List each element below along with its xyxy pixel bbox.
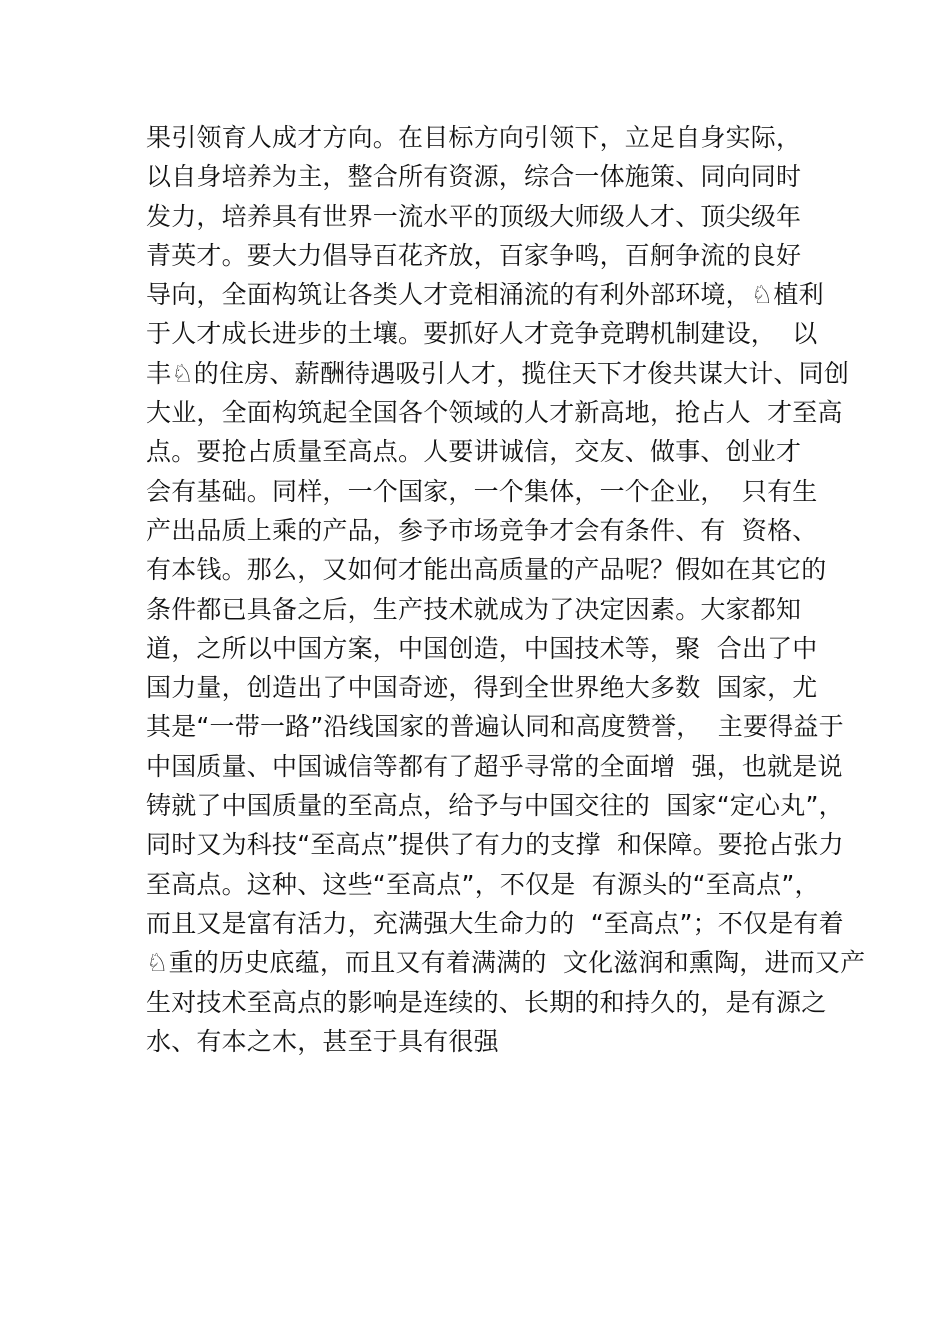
text-line: ♘重的历史底蕴，而且又有着满满的 文化滋润和熏陶，进而又产 [146, 948, 866, 978]
text-line: 丰♘的住房、薪酬待遇吸引人才，揽住天下才俊共谋大计、同创 [146, 358, 850, 388]
text-line: 导向，全面构筑让各类人才竞相涌流的有利外部环境，♘植利 [146, 280, 824, 310]
text-line: 以自身培养为主，整合所有资源，综合一体施策、同向同时 [146, 162, 802, 192]
text-line: 至高点。这种、这些“至高点”，不仅是 有源头的“至高点”， [146, 869, 820, 899]
text-line: 果引领育人成才方向。在目标方向引领下，立足自身实际， [146, 123, 802, 152]
text-line: 水、有本之木，甚至于具有很强 [146, 1026, 499, 1056]
text-line: 大业，全面构筑起全国各个领域的人才新高地，抢占人 才至高 [146, 398, 843, 428]
text-line: 会有基础。同样，一个国家，一个集体，一个企业， 只有生 [146, 476, 818, 506]
text-line: 条件都已具备之后，生产技术就成为了决定因素。大家都知 [146, 594, 802, 624]
text-line: 同时又为科技“至高点”提供了有力的支撑 和保障。要抢占张力 [146, 830, 844, 860]
text-line: 发力，培养具有世界一流水平的顶级大师级人才、顶尖级年 [146, 201, 802, 231]
text-line: 其是“一带一路”沿线国家的普遍认同和高度赞誉， 主要得益于 [146, 712, 844, 742]
text-line: 生对技术至高点的影响是连续的、长期的和持久的，是有源之 [146, 987, 827, 1017]
body-text [146, 118, 866, 1061]
text-line: 铸就了中国质量的至高点，给予与中国交往的 国家“定心丸”， [146, 791, 844, 821]
text-line: 中国质量、中国诚信等都有了超乎寻常的全面增 强，也就是说 [146, 751, 843, 781]
text-line: 于人才成长进步的土壤。要抓好人才竞争竞聘机制建设， 以 [146, 319, 818, 349]
text-line: 有本钱。那么，又如何才能出高质量的产品呢？假如在其它的 [146, 555, 827, 585]
text-line: 点。要抢占质量至高点。人要讲诚信，交友、做事、创业才 [146, 437, 802, 467]
text-line: 而且又是富有活力，充满强大生命力的 “至高点”；不仅是有着 [146, 908, 844, 938]
text-line: 产出品质上乘的产品，参予市场竞争才会有条件、有 资格、 [146, 515, 818, 545]
text-line: 道，之所以中国方案，中国创造，中国技术等，聚 合出了中 [146, 633, 818, 663]
text-line: 国力量，创造出了中国奇迹，得到全世界绝大多数 国家，尤 [146, 673, 818, 703]
text-line: 青英才。要大力倡导百花齐放，百家争鸣，百舸争流的良好 [146, 240, 802, 270]
